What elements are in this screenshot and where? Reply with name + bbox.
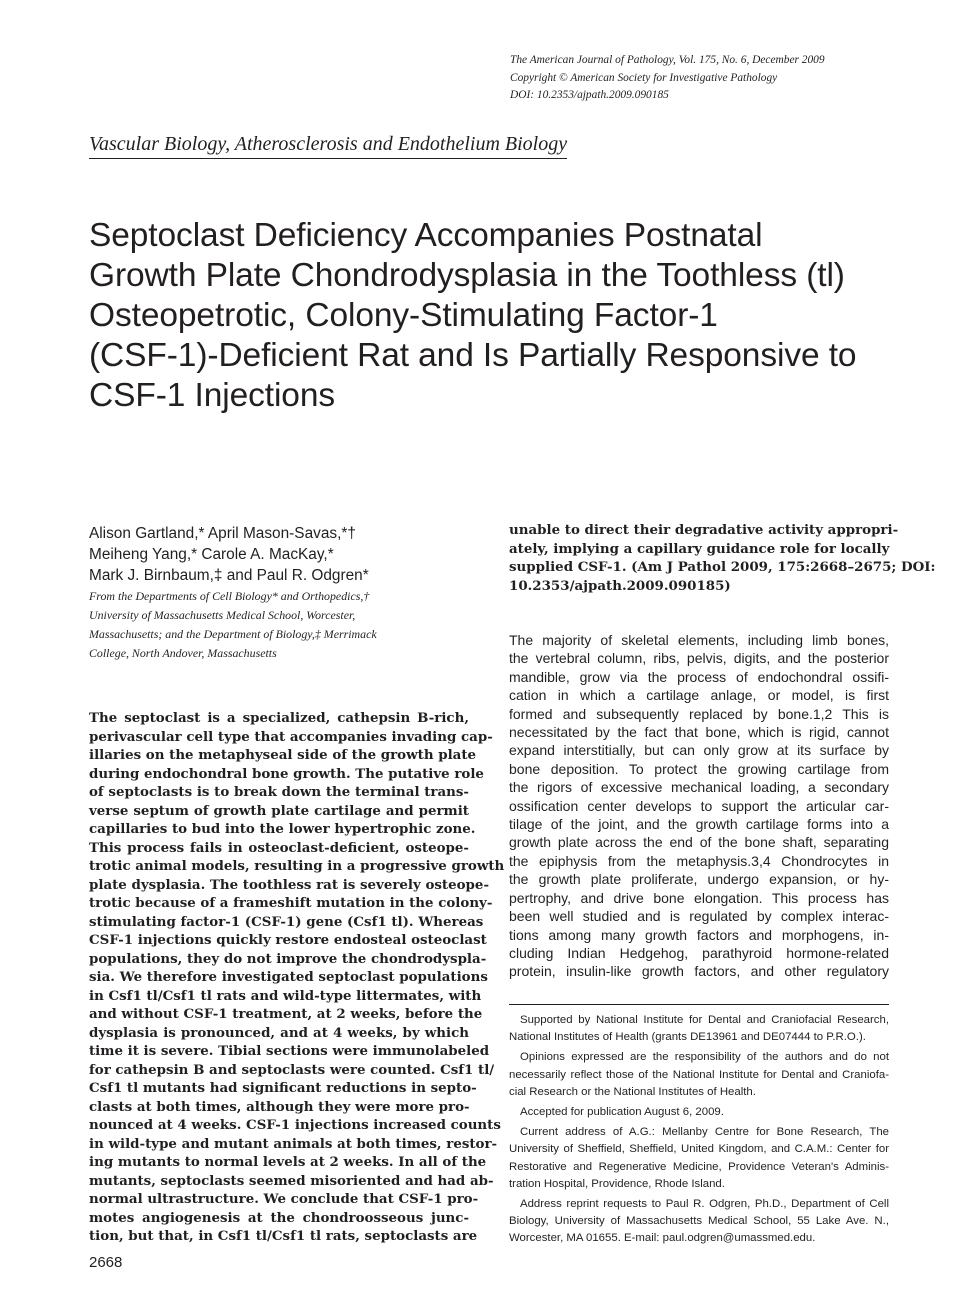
abstract-column-right — [509, 521, 936, 595]
abstract-line: in wild-type and mutant animals at both times, restor- — [89, 1135, 498, 1152]
abstract-line: illaries on the metaphyseal side of the growth plate — [89, 747, 477, 763]
author-line: Alison Gartland,* April Mason-Savas,*† — [89, 525, 356, 542]
body-line: the rigors of excessive mechanical loading, a secondary — [509, 779, 889, 796]
abstract-line: plate dysplasia. The toothless rat is severely osteope- — [89, 876, 489, 893]
affiliation — [89, 587, 479, 663]
abstract-line: for cathepsin B and septoclasts were counted. Csf1 tl/ — [89, 1061, 495, 1078]
abstract-line: mutants, septoclasts seemed misoriented and had ab- — [89, 1172, 494, 1189]
title-line: Growth Plate Chondrodysplasia in the Toothless (tl) — [89, 257, 845, 294]
abstract-line: normal ultrastructure. We conclude that CSF-1 pro- — [89, 1191, 479, 1207]
abstract-line: capillaries to bud into the lower hypertrophic zone. — [89, 821, 476, 837]
footnote-accepted — [509, 1104, 889, 1121]
abstract-line: The septoclast is a specialized, cathepsin B-rich, — [89, 710, 469, 726]
body-line: expand interstitially, but can only grow at its surface by — [509, 742, 889, 759]
journal-citation: The American Journal of Pathology, Vol. 175, No. 6, December 2009 — [510, 54, 825, 66]
footnote-line: University of Sheffield, Sheffield, United Kingdom, and C.A.M.: Center for — [509, 1143, 889, 1156]
footnote-divider — [509, 1004, 889, 1005]
author-line: Mark J. Birnbaum,‡ and Paul R. Odgren* — [89, 567, 369, 584]
body-line: The majority of skeletal elements, including limb bones, — [509, 632, 889, 648]
abstract-line: populations, they do not improve the chondrodyspla- — [89, 950, 487, 967]
abstract-line: sia. We therefore investigated septoclast populations — [89, 969, 488, 985]
body-line: pertrophy, and drive bone elongation. This process has — [509, 889, 889, 906]
body-line: ossification center develops to support the articular car- — [509, 797, 889, 814]
body-line: formed and subsequently replaced by bone.1,2 This is — [509, 705, 889, 722]
abstract-line: tion, but that, in Csf1 tl/Csf1 tl rats, septoclasts are — [89, 1228, 478, 1244]
footnote-current-address — [509, 1124, 889, 1193]
abstract-line: time it is severe. Tibial sections were immunolabeled — [89, 1043, 490, 1059]
footnote-line: necessarily reflect those of the National Institute for Dental and Craniofa- — [509, 1068, 889, 1081]
body-line: the growth plate proliferate, undergo expansion, or hy- — [509, 871, 889, 888]
body-line: bone deposition. To protect the growing cartilage from — [509, 760, 889, 777]
body-line: protein, insulin-like growth factors, and other regulatory — [509, 963, 889, 980]
abstract-line: of septoclasts is to break down the terminal trans- — [89, 784, 469, 800]
page-number: 2668 — [89, 1254, 123, 1271]
author-list — [89, 523, 489, 586]
footnote-line: Current address of A.G.: Mellanby Centre for Bone Research, The — [520, 1126, 889, 1139]
abstract-line: verse septum of growth plate cartilage and permit — [89, 802, 469, 819]
journal-header — [510, 52, 930, 105]
body-line: tilage of the joint, and the growth cartilage forms into a — [509, 816, 889, 833]
abstract-line: clasts at both times, although they were more pro- — [89, 1098, 470, 1115]
abstract-line: This process fails in osteoclast-deficient, osteope- — [89, 839, 469, 856]
footnote-reprint — [509, 1196, 889, 1248]
footnote-line: Biology, University of Massachusetts Medical School, 55 Lake Ave. N., — [509, 1215, 889, 1228]
title-line: (CSF-1)-Deficient Rat and Is Partially Responsive to — [89, 337, 857, 374]
title-line: Septoclast Deficiency Accompanies Postnatal — [89, 217, 763, 254]
abstract-line: ing mutants to normal levels at 2 weeks. In all of the — [89, 1154, 487, 1170]
title-line: CSF-1 Injections — [89, 377, 336, 414]
abstract-line: CSF-1 injections quickly restore endosteal osteoclast — [89, 932, 487, 948]
body-line: cluding Indian Hedgehog, parathyroid hormone-related — [509, 944, 889, 961]
footnote-opinions — [509, 1049, 889, 1101]
abstract-line: in Csf1 tl/Csf1 tl rats and wild-type littermates, with — [89, 987, 482, 1004]
footnote-line: Address reprint requests to Paul R. Odgren, Ph.D., Department of Cell — [520, 1198, 889, 1211]
abstract-line: nounced at 4 weeks. CSF-1 injections increased counts — [89, 1117, 501, 1133]
abstract-line: Csf1 tl mutants had significant reductions in septo- — [89, 1080, 477, 1096]
affiliation-line: College, North Andover, Massachusetts — [89, 646, 277, 660]
introduction-text — [509, 631, 889, 981]
abstract-line: dysplasia is pronounced, and at 4 weeks, by which — [89, 1024, 469, 1041]
abstract-line: motes angiogenesis at the chondroosseous junc- — [89, 1209, 469, 1226]
footnote-line: tration Hospital, Providence, Rhode Island. — [509, 1177, 725, 1190]
abstract-line: 10.2353/ajpath.2009.090185) — [509, 577, 731, 594]
abstract-line: during endochondral bone growth. The putative role — [89, 765, 484, 782]
footnote-line: National Institutes of Health (grants DE13961 and DE07444 to P.R.O.). — [509, 1031, 866, 1044]
doi-line: DOI: 10.2353/ajpath.2009.090185 — [510, 89, 669, 101]
author-line: Meiheng Yang,* Carole A. MacKay,* — [89, 546, 334, 563]
abstract-line: supplied CSF-1. (Am J Pathol 2009, 175:2668–2675; DOI: — [509, 559, 936, 575]
footnote-line: Accepted for publication August 6, 2009. — [520, 1106, 724, 1119]
abstract-line: trotic animal models, resulting in a progressive growth — [89, 858, 505, 874]
affiliation-line: Massachusetts; and the Department of Biology,‡ Merrimack — [89, 627, 377, 641]
article-title — [89, 216, 919, 416]
body-line: growth plate across the end of the bone shaft, separating — [509, 834, 889, 851]
footnote-line: cial Research or the National Institutes of Health. — [509, 1085, 756, 1098]
abstract-line: unable to direct their degradative activity appropri- — [509, 522, 899, 538]
body-line: mandible, grow via the process of endochondral ossifi- — [509, 668, 889, 685]
footnote-support — [509, 1012, 889, 1046]
affiliation-line: From the Departments of Cell Biology* and Orthopedics,† — [89, 589, 370, 603]
body-line: the epiphysis from the metaphysis.3,4 Chondrocytes in — [509, 852, 889, 869]
body-line: cation in which a cartilage anlage, or model, is first — [509, 687, 889, 704]
affiliation-line: University of Massachusetts Medical School, Worcester, — [89, 608, 356, 622]
body-line: tions among many growth factors and morphogens, in- — [509, 926, 889, 943]
body-line: necessitated by the fact that bone, which is rigid, cannot — [509, 724, 889, 741]
footnotes — [509, 1012, 889, 1251]
body-line: the vertebral column, ribs, pelvis, digits, and the posterior — [509, 650, 889, 667]
abstract-line: trotic because of a frameshift mutation in the colony- — [89, 895, 493, 911]
section-heading: Vascular Biology, Atherosclerosis and Endothelium Biology — [89, 133, 567, 159]
copyright-line: Copyright © American Society for Investigative Pathology — [510, 71, 778, 84]
title-line: Osteopetrotic, Colony-Stimulating Factor-1 — [89, 297, 718, 334]
abstract-column-left — [89, 709, 505, 1246]
abstract-line: and without CSF-1 treatment, at 2 weeks, before the — [89, 1006, 483, 1022]
footnote-line: Restorative and Regenerative Medicine, Providence Veteran's Adminis- — [509, 1160, 889, 1173]
footnote-line: Supported by National Institute for Dental and Craniofacial Research, — [520, 1014, 889, 1026]
footnote-line: Opinions expressed are the responsibility of the authors and do not — [520, 1051, 889, 1064]
abstract-line: perivascular cell type that accompanies invading cap- — [89, 728, 493, 745]
body-line: been well studied and is regulated by complex interac- — [509, 908, 889, 925]
abstract-line: stimulating factor-1 (CSF-1) gene (Csf1 tl). Whereas — [89, 913, 484, 930]
abstract-line: ately, implying a capillary guidance role for locally — [509, 540, 890, 557]
footnote-line: Worcester, MA 01655. E-mail: paul.odgren@umassmed.edu. — [509, 1232, 816, 1245]
